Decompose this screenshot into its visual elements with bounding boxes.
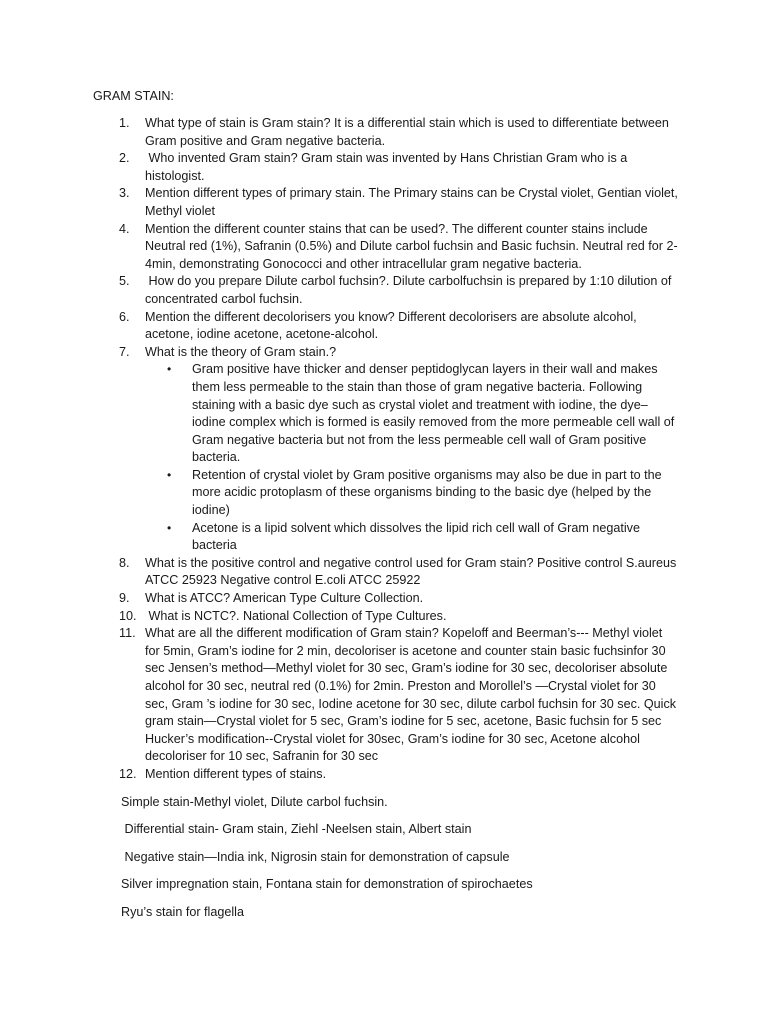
stain-type-flagella: Ryu’s stain for flagella: [121, 905, 244, 919]
bullet-text: Gram positive have thicker and denser peptidoglycan layers in their wall and makes them less permeable to the stain than those of gram negative bacteria. Following staining with a basic dye such as crystal violet and treatment with iodine, the dye–iodine complex which is formed is easily removed from the more permeable cell wall of Gram negative bacteria but not from the less permeable cell wall of Gram positive bacteria.: [192, 362, 675, 465]
question-item-2: [119, 150, 679, 185]
question-text: Mention different types of stains.: [145, 766, 327, 781]
question-number: 11.: [119, 626, 136, 641]
question-item-7: [119, 344, 679, 555]
question-text: What is NCTC?. National Collection of Type Cultures.: [145, 608, 447, 623]
question-text: Mention the different decolorisers you know? Different decolorisers are absolute alcohol, acetone, iodine acetone, acetone-alcohol.: [145, 309, 637, 342]
stain-type-negative: Negative stain—India ink, Nigrosin stain for demonstration of capsule: [121, 850, 510, 864]
question-number: 10.: [119, 608, 137, 623]
question-text: Mention different types of primary stain. The Primary stains can be Crystal violet, Gentian violet, Methyl violet: [145, 186, 678, 218]
question-text: What is the positive control and negative control used for Gram stain? Positive control S.aureus ATCC 25923 Negative control E.coli ATCC 25922: [145, 555, 677, 588]
question-item-1: [119, 115, 679, 150]
question-number: 4.: [119, 221, 130, 236]
bullet-icon: •: [167, 467, 172, 482]
document-title: GRAM STAIN:: [93, 89, 174, 103]
question-number: 12.: [119, 766, 137, 781]
question-text: What are all the different modification of Gram stain? Kopeloff and Beerman’s--- Methyl violet for 5min, Gram’s iodine for 2 min, decoloriser is acetone and counter stain basic fuchsinfor 30 sec Jensen’s method—Methyl violet for 30 sec, Gram’s iodine for 30 sec, decoloriser absolute alcohol for 30 sec, neutral red (0.1%) for 2min. Preston and Morollel’s —Crystal violet for 30 sec, Gram ’s iodine for 30 sec, Iodine acetone for 30 sec, dilute carbol fuchsin for 30 sec. Quick gram stain—Crystal violet for 5 sec, Gram’s iodine for 5 sec, acetone, Basic fuchsin for 5 sec Hucker’s modification--Crystal violet for 30sec, Gram’s iodine for 30 sec, Acetone alcohol decoloriser for 10 sec, Safranin for 30 sec: [145, 626, 677, 764]
question-item-9: [119, 590, 679, 608]
question-list: [119, 115, 679, 784]
stain-type-silver: Silver impregnation stain, Fontana stain for demonstration of spirochaetes: [121, 877, 533, 891]
question-item-11: [119, 625, 679, 766]
question-text: What is ATCC? American Type Culture Collection.: [145, 591, 424, 606]
bullet-icon: •: [167, 520, 172, 535]
bullet-text: Retention of crystal violet by Gram positive organisms may also be due in part to the more acidic protoplasm of these organisms binding to the basic dye (helped by the iodine): [192, 467, 662, 518]
question-item-6: [119, 309, 679, 344]
question-number: 5.: [119, 274, 130, 289]
question-text: How do you prepare Dilute carbol fuchsin?. Dilute carbolfuchsin is prepared by 1:10 dilution of concentrated carbol fuchsin.: [145, 274, 675, 306]
question-number: 1.: [119, 116, 130, 130]
question-number: 6.: [119, 309, 130, 324]
theory-bullet-list: [145, 361, 679, 555]
question-number: 8.: [119, 555, 130, 570]
question-item-10: [119, 608, 679, 626]
question-item-8: [119, 555, 679, 590]
question-text: What is the theory of Gram stain.?: [145, 344, 337, 359]
theory-bullet-item: [145, 361, 675, 467]
question-item-4: [119, 221, 679, 274]
question-item-3: [119, 185, 679, 220]
question-text: Who invented Gram stain? Gram stain was invented by Hans Christian Gram who is a histologist.: [145, 151, 631, 183]
question-text: What type of stain is Gram stain? It is a differential stain which is used to differentiate between Gram positive and Gram negative bacteria.: [145, 116, 669, 148]
question-number: 3.: [119, 186, 130, 201]
bullet-text: Acetone is a lipid solvent which dissolves the lipid rich cell wall of Gram negative bacteria: [192, 520, 640, 553]
stain-type-simple: Simple stain-Methyl violet, Dilute carbol fuchsin.: [121, 795, 388, 809]
question-number: 2.: [119, 151, 130, 166]
theory-bullet-item: [145, 520, 675, 555]
question-number: 9.: [119, 591, 130, 606]
question-text: Mention the different counter stains that can be used?. The different counter stains include Neutral red (1%), Safranin (0.5%) and Dilute carbol fuchsin and Basic fuchsin. Neutral red for 2-4min, demonstrating Gonococci and other intracellular gram negative bacteria.: [145, 221, 678, 271]
question-item-12: [119, 766, 679, 784]
theory-bullet-item: [145, 467, 675, 520]
bullet-icon: •: [167, 362, 172, 377]
question-item-5: [119, 273, 679, 308]
question-number: 7.: [119, 344, 130, 359]
stain-type-differential: Differential stain- Gram stain, Ziehl -Neelsen stain, Albert stain: [121, 822, 472, 836]
